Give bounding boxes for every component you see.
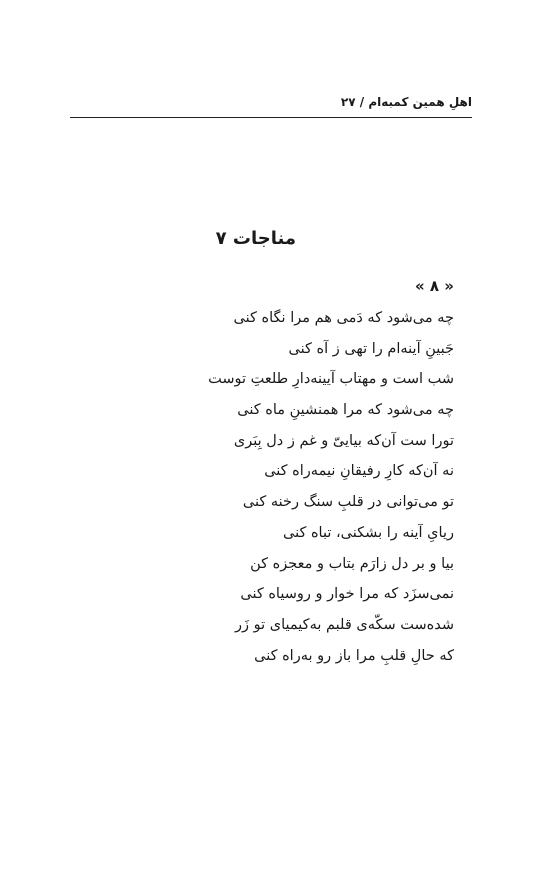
verse-line: نمی‌سزَد که مرا خوار و روسیاه کنی (240, 586, 454, 603)
verse-line: چه می‌شود که مرا همنشینِ ماه کنی (237, 402, 454, 419)
running-header: اهلِ همین کمبه‌ام / ۲۷ (340, 95, 472, 109)
verse-line: چه می‌شود که دَمی هم مرا نگاه کنی (233, 310, 454, 326)
verse-line: بیا و بر دل زارَم بتاب و معجزه کن (250, 555, 454, 572)
verse-line: که حالِ قلبِ مرا باز رو به‌راه کنی (254, 647, 454, 664)
poem-number: « ۸ » (415, 277, 454, 295)
verse-line: ریایِ آینه را بشکنی، تباه کنی (282, 524, 454, 541)
verse-line: شب است و مهتاب آیینه‌دارِ طلعتِ توست (208, 371, 454, 388)
poem-title: مناجات ۷ (215, 228, 296, 249)
verse-line: جَبینِ آینه‌ام را تهی ز آه کنی (288, 340, 454, 357)
verse-line: شده‌ست سکّه‌ی قلبم به‌کیمیای تو زَر (235, 616, 454, 633)
verse-line: تورا ست آن‌که بیاییّ و غم ز دل بِبَری (233, 432, 454, 449)
header-rule (70, 117, 472, 118)
verse-line: تو می‌توانی در قلبِ سنگ رخنه کنی (242, 494, 454, 511)
verse-line: نه آن‌که کارِ رفیقانِ نیمه‌راه کنی (264, 463, 454, 480)
poem-verses (200, 303, 454, 671)
